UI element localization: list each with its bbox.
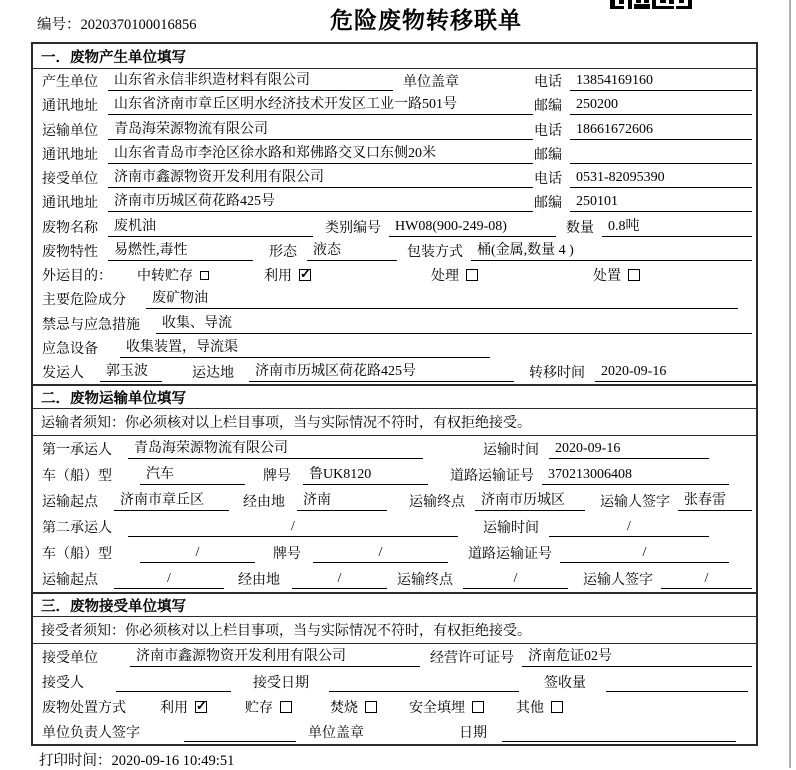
section3-note: 接受者须知：你必须核对以上栏目事项，当与实际情况不符时，有权拒绝接受。: [33, 617, 756, 644]
date-value: [502, 722, 736, 742]
purpose-option-label: 处置: [593, 269, 621, 285]
purpose-option-label: 处理: [431, 269, 459, 285]
serial-number-line: [37, 13, 197, 34]
producer-phone-value: 13854169160: [570, 71, 752, 91]
hazard-label: 主要危险成分: [42, 293, 126, 309]
unit-seal-label: 单位盖章: [308, 725, 364, 741]
via-label: 经由地: [238, 573, 280, 589]
received-qty-value: [606, 672, 748, 692]
producer-seal-label: 单位盖章: [403, 75, 459, 91]
vehicle-type-value: /: [140, 543, 255, 563]
page-right-edge: [789, 0, 791, 768]
packing-value: 桶(金属,数量 4 ): [471, 241, 752, 261]
property-label: 废物特性: [42, 244, 98, 260]
transport-time-label: 运输时间: [483, 521, 539, 537]
producer-value: 山东省永信非织造材料有限公司: [108, 71, 393, 91]
shipper-label: 发运人: [42, 366, 84, 382]
responsible-sign-label: 单位负责人签字: [42, 725, 140, 741]
dispose-checkbox: [628, 269, 640, 281]
print-time-value: 2020-09-16 10:49:51: [111, 753, 235, 769]
waste-property-row: [33, 239, 756, 263]
endpoint-label: 运输终点: [409, 495, 465, 511]
transfer-storage-checkbox: [200, 271, 209, 280]
phone-label: 电话: [534, 123, 562, 139]
vehicle-type-value: 汽车: [140, 465, 245, 485]
disposal-method-row: [33, 694, 756, 719]
hazard-value: 废矿物油: [146, 289, 738, 309]
vehicle2-row: [33, 540, 756, 566]
carrier-sign-label: 运输人签字: [583, 573, 653, 589]
acceptor-row: [33, 669, 756, 694]
received-qty-label: 签收量: [544, 675, 586, 691]
other-checkbox: [551, 701, 563, 713]
license-value: 济南危证02号: [522, 647, 752, 667]
equipment-row: [33, 336, 756, 360]
zip-label: 邮编: [534, 99, 562, 115]
zip-value: 250101: [570, 192, 752, 212]
via-value: 济南: [297, 491, 387, 511]
transfer-time-label: 转移时间: [529, 366, 585, 382]
accept-unit-row: [33, 644, 756, 669]
address-label: 通讯地址: [42, 196, 98, 212]
category-value: HW08(900-249-08): [389, 217, 556, 237]
phone-value: 18661672606: [570, 120, 752, 140]
hazard-row: [33, 287, 756, 311]
disposal-option-label: 焚烧: [330, 700, 358, 716]
property-value: 易燃性,毒性: [108, 241, 253, 261]
waste-name-row: [33, 215, 756, 239]
taboo-row: [33, 312, 756, 336]
origin-label: 运输起点: [42, 573, 98, 589]
address-value: 济南市历城区荷花路425号: [108, 192, 533, 212]
serial-label: 编号：: [37, 17, 81, 33]
route-row: [33, 488, 756, 514]
shipper-row: [33, 360, 756, 384]
zip-label: 邮编: [534, 147, 562, 163]
section2-note: 运输者须知：你必须核对以上栏目事项，当与实际情况不符时，有权拒绝接受。: [33, 409, 756, 436]
disposal-option-label: 利用: [160, 700, 188, 716]
disposal-option-label: 贮存: [245, 700, 273, 716]
purpose-label: 外运目的：: [42, 269, 112, 285]
section1-header: 一．废物产生单位填写: [33, 44, 756, 69]
via-value: /: [292, 569, 387, 589]
phone-label: 电话: [534, 172, 562, 188]
quantity-label: 数量: [566, 220, 594, 236]
waste-name-value: 废机油: [108, 217, 313, 237]
print-time-line: [39, 749, 234, 770]
address-value: 山东省济南市章丘区明水经济技术开发区工业一路501号: [108, 95, 533, 115]
receiver-label: 接受单位: [42, 172, 98, 188]
producer-address-row: [33, 93, 756, 117]
first-carrier-row: [33, 436, 756, 462]
first-carrier-label: 第一承运人: [42, 443, 112, 459]
responsible-sign-row: [33, 719, 756, 744]
shipper-value: 郭玉波: [100, 362, 162, 382]
purpose-option-label: 中转贮存: [137, 269, 193, 285]
producer-row: [33, 69, 756, 93]
disposal-option-label: 安全填埋: [409, 700, 465, 716]
endpoint-value: 济南市历城区: [475, 491, 585, 511]
disposal-option-label: 其他: [516, 700, 544, 716]
plate-label: 牌号: [273, 547, 301, 563]
address-label: 通讯地址: [42, 147, 98, 163]
carrier-sign-value: 张春雷: [678, 491, 752, 511]
second-carrier-label: 第二承运人: [42, 521, 112, 537]
origin-value: 济南市章丘区: [114, 491, 229, 511]
accept-date-value: [329, 672, 519, 692]
first-carrier-value: 青岛海荣源物流有限公司: [128, 439, 423, 459]
category-label: 类别编号: [325, 220, 381, 236]
responsible-sign-value: [184, 722, 296, 742]
disposal-method-label: 废物处置方式: [42, 700, 126, 716]
transfer-form: [31, 42, 758, 746]
transporter-value: 青岛海荣源物流有限公司: [108, 120, 533, 140]
receiver-row: [33, 166, 756, 190]
utilize-checkbox: [195, 701, 207, 713]
destination-label: 运达地: [192, 366, 234, 382]
phone-value: 0531-82095390: [570, 168, 752, 188]
vehicle-type-label: 车（船）型: [42, 469, 112, 485]
origin-label: 运输起点: [42, 495, 98, 511]
plate-label: 牌号: [263, 469, 291, 485]
section2-header: 二．废物运输单位填写: [33, 384, 756, 409]
second-carrier-row: [33, 514, 756, 540]
transport-time-label: 运输时间: [483, 443, 539, 459]
receiver-address-row: [33, 190, 756, 214]
form-label: 形态: [269, 244, 297, 260]
acceptor-value: [116, 672, 231, 692]
incinerate-checkbox: [365, 701, 377, 713]
treat-checkbox: [466, 269, 478, 281]
utilize-checkbox: [299, 269, 311, 281]
accept-unit-label: 接受单位: [42, 650, 98, 666]
origin-value: /: [114, 569, 224, 589]
transporter-label: 运输单位: [42, 123, 98, 139]
packing-label: 包装方式: [407, 244, 463, 260]
waste-name-label: 废物名称: [42, 220, 98, 236]
road-permit-label: 道路运输证号: [468, 547, 552, 563]
store-checkbox: [280, 701, 292, 713]
transport-time-value: /: [549, 517, 709, 537]
producer-label: 产生单位: [42, 75, 98, 91]
purpose-row: [33, 263, 756, 287]
road-permit-value: 370213006408: [542, 465, 729, 485]
serial-number: 2020370100016856: [80, 17, 197, 33]
taboo-label: 禁忌与应急措施: [42, 317, 140, 333]
form-value: 液态: [307, 241, 397, 261]
plate-value: /: [313, 543, 448, 563]
address-label: 通讯地址: [42, 99, 98, 115]
transport-time-value: 2020-09-16: [549, 439, 709, 459]
road-permit-value: /: [560, 543, 729, 563]
road-permit-label: 道路运输证号: [450, 469, 534, 485]
carrier-sign-value: /: [661, 569, 752, 589]
transporter-row: [33, 118, 756, 142]
page-title: 危险废物转移联单: [330, 8, 522, 33]
quantity-value: 0.8吨: [602, 217, 752, 237]
taboo-value: 收集、导流: [156, 314, 752, 334]
route2-row: [33, 566, 756, 592]
vehicle-row: [33, 462, 756, 488]
equipment-value: 收集装置，导流渠: [120, 338, 490, 358]
landfill-checkbox: [472, 701, 484, 713]
transporter-address-row: [33, 142, 756, 166]
qr-code-fragment-icon: [610, 0, 702, 10]
plate-value: 鲁UK8120: [303, 465, 428, 485]
transfer-time-value: 2020-09-16: [595, 362, 752, 382]
purpose-option-label: 利用: [264, 269, 292, 285]
carrier-sign-label: 运输人签字: [600, 495, 670, 511]
zip-value: [570, 144, 752, 164]
destination-value: 济南市历城区荷花路425号: [249, 362, 514, 382]
date-label: 日期: [459, 725, 487, 741]
accept-unit-value: 济南市鑫源物资开发利用有限公司: [130, 647, 420, 667]
zip-label: 邮编: [534, 196, 562, 212]
receiver-value: 济南市鑫源物资开发利用有限公司: [108, 168, 533, 188]
accept-date-label: 接受日期: [253, 675, 309, 691]
vehicle-type-label: 车（船）型: [42, 547, 112, 563]
second-carrier-value: /: [128, 517, 458, 537]
endpoint-label: 运输终点: [397, 573, 453, 589]
acceptor-label: 接受人: [42, 675, 84, 691]
zip-value: 250200: [570, 95, 752, 115]
producer-phone-label: 电话: [534, 75, 562, 91]
address-value: 山东省青岛市李沧区徐水路和郑佛路交叉口东侧20米: [108, 144, 533, 164]
section3-header: 三．废物接受单位填写: [33, 592, 756, 617]
print-time-label: 打印时间：: [39, 753, 112, 769]
equipment-label: 应急设备: [42, 341, 98, 357]
license-label: 经营许可证号: [430, 650, 514, 666]
via-label: 经由地: [243, 495, 285, 511]
endpoint-value: /: [463, 569, 568, 589]
